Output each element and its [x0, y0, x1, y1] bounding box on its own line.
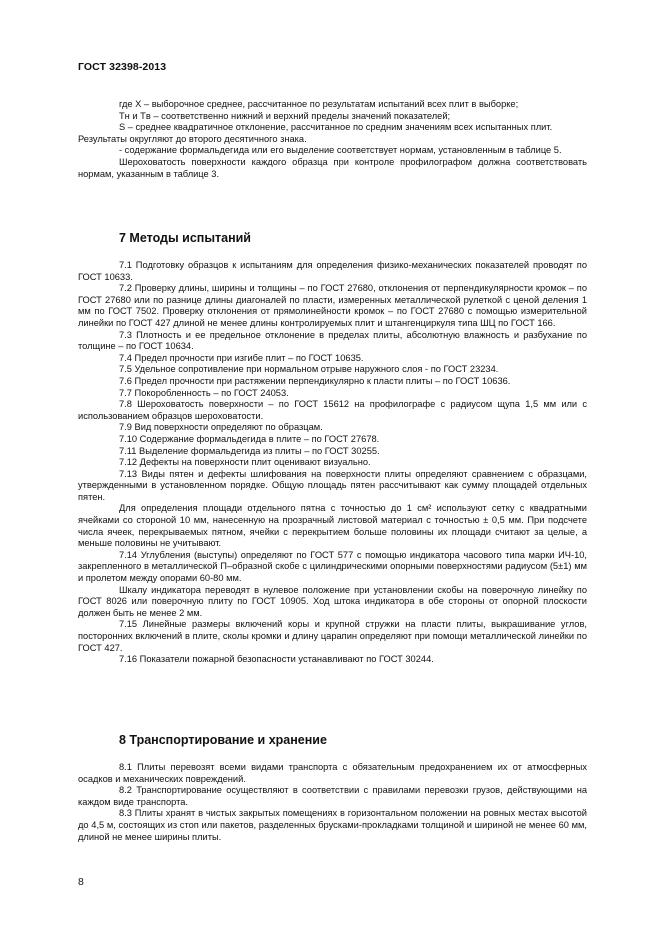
- paragraph: 8.2 Транспортирование осуществляют в соответствии с правилами перевозки грузов, действующими на каждом виде транспорта.: [78, 785, 587, 807]
- paragraph: 7.5 Удельное сопротивление при нормальном отрыве наружного слоя - по ГОСТ 23234.: [119, 364, 499, 375]
- document-header: ГОСТ 32398-2013: [78, 61, 167, 73]
- paragraph: - содержание формальдегида или его выделение соответствует нормам, установленным в таблице 5.: [119, 145, 562, 156]
- paragraph: 7.11 Выделение формальдегида из плиты – по ГОСТ 30255.: [119, 445, 380, 456]
- section-8-body: [78, 762, 587, 843]
- paragraph: Для определения площади отдельного пятна с точностью до 1 см² используют сетку с квадратными ячейками со стороной 10 мм, нанесенную на прозрачный листовой материал с точностью ± 0,5 мм. При подсчете числа ячеек, перекрываемых пятном, ячейки с перекрытием больше половины их площади считают за целые, а меньше половины не учитывают.: [78, 503, 587, 549]
- paragraph: 7.1 Подготовку образцов к испытаниям для определения физико-механических показателей проводят по ГОСТ 10633.: [78, 260, 587, 282]
- paragraph: 7.6 Предел прочности при растяжении перпендикулярно к пласти плиты – по ГОСТ 10636.: [119, 375, 511, 386]
- paragraph: 7.13 Виды пятен и дефекты шлифования на поверхности плиты определяют сравнением с образцами, утвержденными в установленном порядке. Общую площадь пятен рассчитывают как сумму площадей отдельных пятен.: [78, 468, 587, 502]
- paragraph: 7.2 Проверку длины, ширины и толщины – по ГОСТ 27680, отклонения от перпендикулярности кромок – по ГОСТ 27680 или по разнице длины диагоналей по пласти, измеренных металлической рулеткой с ценой деления 1 мм по ГОСТ 7502. Проверку отклонения от прямолинейности кромок – по ГОСТ 27680 с помощью измерительной линейки по ГОСТ 427 длиной не менее длины контролируемых плит и штангенциркуля типа ШЦ по ГОСТ 166.: [78, 283, 587, 328]
- paragraph: 7.4 Предел прочности при изгибе плит – по ГОСТ 10635.: [119, 352, 364, 363]
- paragraph: 7.7 Покоробленность – по ГОСТ 24053.: [119, 387, 289, 398]
- intro-block: [78, 99, 587, 180]
- paragraph: 7.16 Показатели пожарной безопасности устанавливают по ГОСТ 30244.: [119, 654, 434, 665]
- paragraph: Шкалу индикатора переводят в нулевое положение при установлении скобы на поверочную линейку по ГОСТ 8026 или поверочную плиту по ГОСТ 10905. Ход штока индикатора в обе стороны от опорной плоскости должен быть не менее 2 мм.: [78, 584, 587, 618]
- paragraph: 7.10 Содержание формальдегида в плите – по ГОСТ 27678.: [119, 433, 380, 444]
- paragraph: 8.3 Плиты хранят в чистых закрытых помещениях в горизонтальном положении на ровных местах высотой до 4,5 м, состоящих из стоп или пакетов, разделенных брусками-прокладками толщиной и шириной не менее 60 мм, длиной не менее ширины плиты.: [78, 808, 587, 842]
- section-8-title: 8 Транспортирование и хранение: [119, 733, 327, 747]
- paragraph: S – среднее квадратичное отклонение, рассчитанное по средним значениям всех испытанных плит.: [119, 122, 553, 133]
- paragraph: 7.12 Дефекты на поверхности плит оценивают визуально.: [119, 457, 371, 468]
- paragraph: 8.1 Плиты перевозят всеми видами транспорта с обязательным предохранением их от атмосферных осадков и механических повреждений.: [78, 762, 587, 784]
- paragraph: 7.15 Линейные размеры включений коры и крупной стружки на пласти плиты, выкрашивание углов, посторонних включений в плите, сколы кромки и длину царапин определяют при помощи металлической линейки по ГОСТ 427.: [78, 619, 587, 653]
- page-number: 8: [78, 876, 84, 888]
- section-7-body: [78, 260, 587, 666]
- paragraph: Tн и Tв – соответственно нижний и верхний пределы значений показателей;: [119, 110, 451, 121]
- section-7-title: 7 Методы испытаний: [119, 231, 251, 245]
- paragraph: 7.9 Вид поверхности определяют по образцам.: [119, 422, 323, 433]
- paragraph: 7.3 Плотность и ее предельное отклонение в пределах плиты, абсолютную влажность и разбухание по толщине – по ГОСТ 10634.: [78, 329, 587, 352]
- paragraph: где X – выборочное среднее, рассчитанное по результатам испытаний всех плит в выборке;: [119, 99, 519, 109]
- paragraph: 7.14 Углубления (выступы) определяют по ГОСТ 577 с помощью индикатора часового типа марки ИЧ-10, закрепленного в металлической П–образной скобе с цилиндрическими опорными поверхностями радиусом (5±1) мм и пролетом между опорами 60-80 мм.: [78, 549, 587, 584]
- paragraph: Шероховатость поверхности каждого образца при контроле профилографом должна соответствовать нормам, указанным в таблице 3.: [78, 156, 587, 179]
- paragraph: Результаты округляют до второго десятичного знака.: [78, 133, 307, 144]
- paragraph: 7.8 Шероховатость поверхности – по ГОСТ 15612 на профилографе с радиусом щупа 1,5 мм или с использованием образцов шероховатости.: [78, 399, 587, 421]
